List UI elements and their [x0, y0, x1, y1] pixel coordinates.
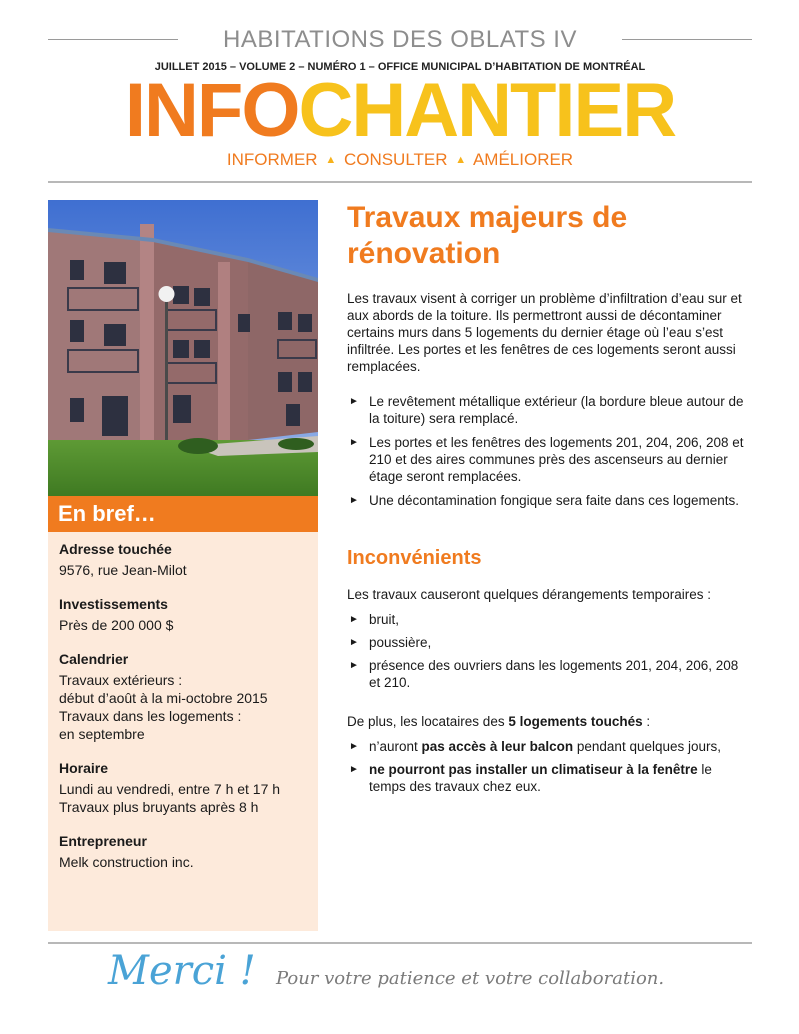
masthead-divider — [48, 181, 752, 183]
fact-address — [59, 540, 314, 579]
fact-value: Melk construction inc. — [59, 854, 194, 870]
inconvenients-heading: Inconvénients — [347, 547, 482, 569]
article-intro: Les travaux visent à corriger un problème d’infiltration d’eau sur et aux abords de la toiture. Ils permettront aussi de décontaminer certains murs dans 5 logements du dernier étage où l’eau s’est infiltrée. Les portes et les fenêtres de ces logements seront aussi remplacées. — [347, 291, 742, 374]
tagline-word: CONSULTER — [343, 150, 448, 169]
fact-investment — [59, 595, 314, 634]
logo-part-info: INFO — [124, 68, 299, 153]
en-bref-title: En bref… — [58, 501, 156, 526]
fact-calendar — [59, 650, 314, 743]
masthead-rule-left — [48, 39, 178, 40]
fact-value: début d’août à la mi-octobre 2015 — [59, 690, 268, 706]
tagline-word: AMÉLIORER — [472, 150, 574, 169]
bullet-arrow-icon: ► — [349, 495, 359, 506]
triangle-icon: ▲ — [455, 154, 467, 166]
project-name: HABITATIONS DES OBLATS IV — [223, 26, 577, 53]
list-item: ► ne pourront pas installer un climatiseur à la fenêtre le temps des travaux chez eux. — [349, 762, 712, 794]
masthead-rule-right — [622, 39, 752, 40]
footer-divider — [48, 942, 752, 944]
thanks-text: Pour votre patience et votre collaboration. — [276, 968, 665, 989]
list-item: ► poussière, — [349, 635, 432, 650]
inconvenients-list — [347, 611, 752, 691]
list-item: ► n’auront pas accès à leur balcon pendant quelques jours, — [349, 739, 722, 754]
list-item: ► Les portes et les fenêtres des logements 201, 204, 206, 208 et 210 et des aires communes près des ascenseurs au dernier étage seront remplacées. — [349, 435, 744, 484]
list-item: ► Une décontamination fongique sera faite dans ces logements. — [349, 493, 739, 508]
fact-value: 9576, rue Jean-Milot — [59, 562, 187, 578]
fact-value: Travaux dans les logements : — [59, 708, 242, 724]
fact-heading: Investissements — [59, 596, 168, 612]
fact-contractor — [59, 832, 314, 871]
tagline-word: INFORMER — [226, 150, 318, 169]
works-list — [347, 393, 752, 509]
bullet-arrow-icon: ► — [349, 396, 359, 407]
fact-heading: Calendrier — [59, 651, 129, 667]
infochantier-logo — [48, 68, 752, 153]
merci-title: Merci ! — [108, 948, 256, 994]
tenant-restrictions-list — [347, 738, 752, 795]
apartment-building-photo — [48, 200, 318, 496]
fact-heading: Adresse touchée — [59, 541, 172, 557]
fact-schedule — [59, 759, 314, 816]
bullet-arrow-icon: ► — [349, 614, 359, 625]
bullet-arrow-icon: ► — [349, 660, 359, 671]
logo-part-chantier: CHANTIER — [298, 68, 676, 153]
bullet-arrow-icon: ► — [349, 764, 359, 775]
sidebar-en-bref — [48, 200, 318, 931]
bullet-arrow-icon: ► — [349, 637, 359, 648]
fact-value: Travaux plus bruyants après 8 h — [59, 799, 259, 815]
fact-value: Lundi au vendredi, entre 7 h et 17 h — [59, 781, 281, 797]
en-bref-banner — [48, 496, 318, 532]
bullet-arrow-icon: ► — [349, 437, 359, 448]
fact-value: Travaux extérieurs : — [59, 672, 183, 688]
de-plus-intro: De plus, les locataires des 5 logements touchés : — [347, 714, 651, 729]
fact-heading: Entrepreneur — [59, 833, 147, 849]
list-item: ► bruit, — [349, 612, 400, 627]
facts-list — [59, 540, 314, 887]
main-article — [347, 200, 752, 801]
fact-value: en septembre — [59, 726, 145, 742]
list-item: ► Le revêtement métallique extérieur (la bordure bleue autour de la toiture) sera remplacé. — [349, 394, 744, 426]
article-title: Travaux majeurs de rénovation — [347, 201, 628, 270]
triangle-icon: ▲ — [325, 154, 337, 166]
tagline — [48, 150, 752, 170]
fact-heading: Horaire — [59, 760, 109, 776]
list-item: ► présence des ouvriers dans les logements 201, 204, 206, 208 et 210. — [349, 658, 739, 690]
fact-value: Près de 200 000 $ — [59, 617, 174, 633]
issue-line: JUILLET 2015 – VOLUME 2 – NUMÉRO 1 – OFFICE MUNICIPAL D’HABITATION DE MONTRÉAL — [154, 61, 646, 73]
bullet-arrow-icon: ► — [349, 741, 359, 752]
inconvenients-intro: Les travaux causeront quelques dérangements temporaires : — [347, 587, 711, 602]
